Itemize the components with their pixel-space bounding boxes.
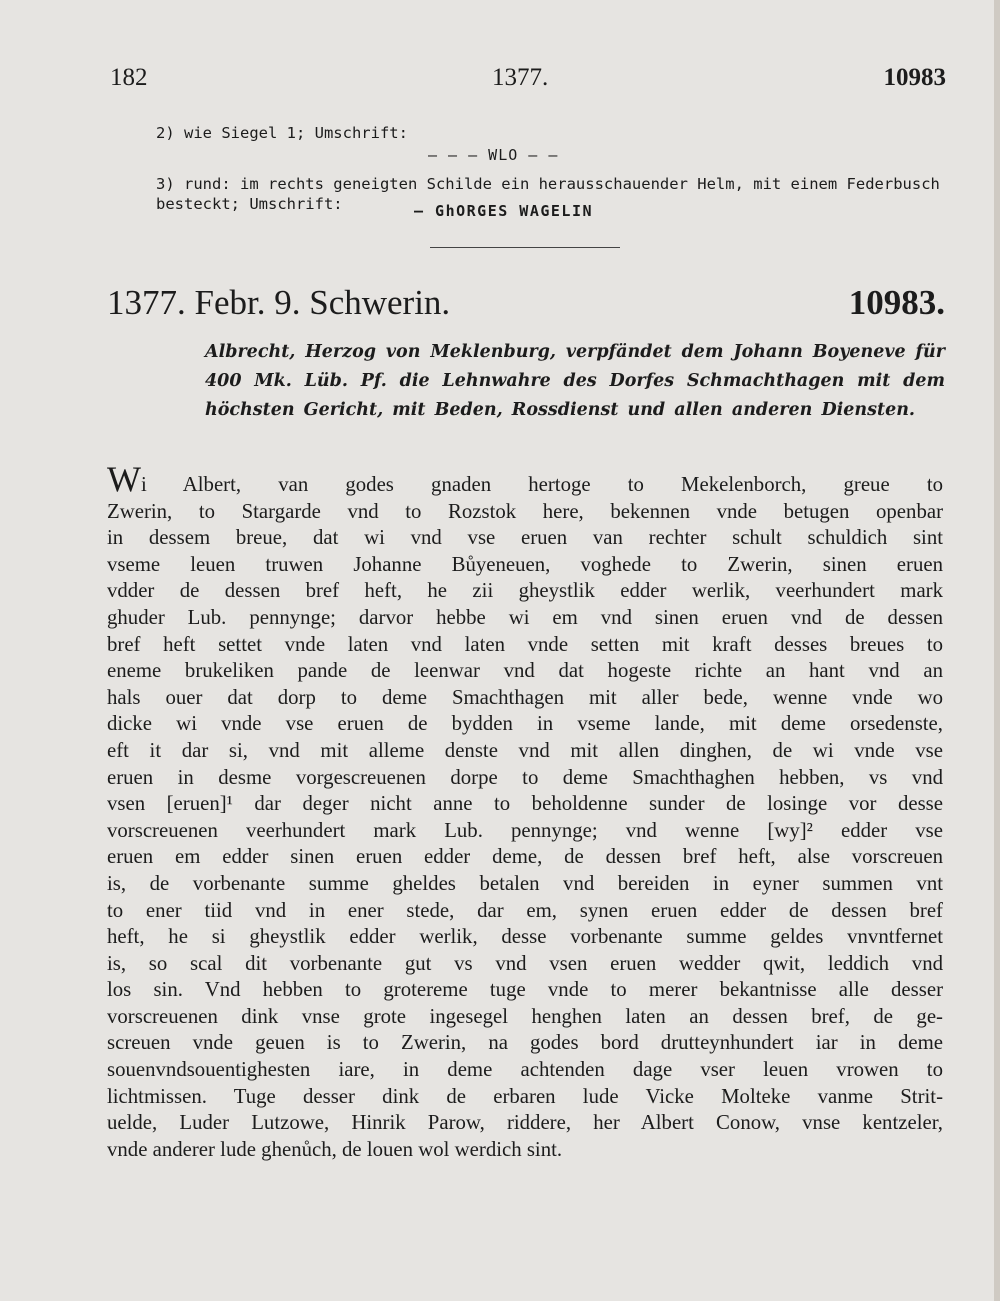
charter-line-text: souenvndsouentighesten iare, in deme achtenden dage vser leuen vrowen to bbox=[107, 1058, 943, 1082]
charter-line-text: screuen vnde geuen is to Zwerin, na godes bord drutteynhundert iar in deme bbox=[107, 1031, 943, 1055]
entry-number: 10983. bbox=[848, 283, 945, 322]
header-year: 1377. bbox=[492, 64, 549, 91]
charter-line-text: vsen [eruen]¹ dar deger nicht anne to beholdenne sunder de losinge vor desse bbox=[107, 792, 943, 816]
entry-summary: Albrecht, Herzog von Meklenburg, verpfändet dem Johann Boyeneve für 400 Mk. Lüb. Pf. die Lehnwahre des Dorfes Schmachthagen mit dem höchsten Gericht, mit Beden, Rossdienst und allen anderen Diensten. bbox=[205, 342, 945, 420]
charter-line bbox=[107, 578, 943, 605]
initial-letter: W bbox=[107, 459, 141, 499]
charter-line-text: eruen em edder sinen eruen edder deme, de dessen bref heft, alse vorscreuen bbox=[107, 845, 943, 869]
charter-line bbox=[107, 951, 943, 978]
seal-2-legend: — — — WLO — — bbox=[428, 146, 559, 164]
charter-line bbox=[107, 632, 943, 659]
charter-line bbox=[107, 1004, 943, 1031]
charter-line bbox=[107, 459, 943, 499]
charter-line bbox=[107, 711, 943, 738]
charter-line bbox=[107, 1110, 943, 1137]
charter-line-text: vseme leuen truwen Johanne Bůyeneuen, voghede to Zwerin, sinen eruen bbox=[107, 552, 943, 576]
charter-line bbox=[107, 738, 943, 765]
charter-line bbox=[107, 924, 943, 951]
seal-3-legend: — GhORGES WAGELIN bbox=[414, 202, 594, 220]
charter-line bbox=[107, 871, 943, 898]
charter-line bbox=[107, 844, 943, 871]
charter-line-text: i Albert, van godes gnaden hertoge to Mekelenborch, greue to bbox=[140, 473, 943, 496]
charter-line-text: vdder de dessen bref heft, he zii gheystlik edder werlik, veerhundert mark bbox=[107, 579, 943, 603]
charter-line bbox=[107, 658, 943, 685]
charter-line-text: heft, he si gheystlik edder werlik, desse vorbenante summe geldes vnvntfernet bbox=[107, 925, 943, 949]
seal-3-description: 3) rund: im rechts geneigten Schilde ein herausschauender Helm, mit einem Federbusch besteckt; Umschrift: bbox=[156, 175, 940, 213]
charter-line bbox=[107, 605, 943, 632]
charter-line bbox=[107, 685, 943, 712]
charter-line-text: ghuder Lub. pennynge; darvor hebbe wi em vnd sinen eruen vnd de dessen bbox=[107, 605, 943, 629]
charter-line bbox=[107, 1137, 943, 1164]
charter-line-text: vnde anderer lude ghenůch, de louen wol werdich sint. bbox=[107, 1137, 563, 1161]
page-number: 182 bbox=[110, 64, 148, 91]
entry-heading bbox=[107, 283, 945, 323]
page-edge bbox=[994, 0, 1000, 1301]
charter-line-text: is, so scal dit vorbenante gut vs vnd vsen eruen wedder qwit, leddich vnd bbox=[107, 951, 943, 975]
charter-line bbox=[107, 765, 943, 792]
charter-line-text: is, de vorbenante summe gheldes betalen vnd bereiden in eyner summen vnt bbox=[107, 871, 943, 895]
charter-line-text: eft it dar si, vnd mit alleme denste vnd mit allen dinghen, de wi vnde vse bbox=[107, 738, 943, 762]
entry-date-place: 1377. Febr. 9. Schwerin. bbox=[107, 283, 451, 322]
seal-2-description: 2) wie Siegel 1; Umschrift: bbox=[156, 124, 408, 142]
header-document-number: 10983 bbox=[883, 64, 946, 91]
charter-line-text: eneme brukeliken pande de leenwar vnd dat hogeste richte an hant vnd an bbox=[107, 659, 943, 683]
charter-line-text: lichtmissen. Tuge desser dink de erbaren lude Vicke Molteke vanme Strit- bbox=[107, 1084, 943, 1108]
charter-line-text: vorscreuenen veerhundert mark Lub. pennynge; vnd wenne [wy]² edder vse bbox=[107, 818, 943, 842]
charter-line bbox=[107, 977, 943, 1004]
charter-line bbox=[107, 525, 943, 552]
charter-line-text: vorscreuenen dink vnse grote ingesegel henghen laten an dessen bref, de ge- bbox=[107, 1004, 943, 1028]
running-header bbox=[110, 64, 946, 94]
charter-line-text: eruen in desme vorgescreuenen dorpe to deme Smachthaghen hebben, vs vnd bbox=[107, 765, 943, 789]
charter-line-text: uelde, Luder Lutzowe, Hinrik Parow, riddere, her Albert Conow, vnse kentzeler, bbox=[107, 1111, 943, 1135]
charter-line-text: bref heft settet vnde laten vnd laten vnde setten mit kraft desses breues to bbox=[107, 632, 943, 656]
charter-line-text: hals ouer dat dorp to deme Smachthagen mit aller bede, wenne vnde wo bbox=[107, 685, 943, 709]
charter-line bbox=[107, 898, 943, 925]
charter-line-text: dicke wi vnde vse eruen de bydden in vseme lande, mit deme orsedenste, bbox=[107, 712, 943, 736]
charter-line bbox=[107, 499, 943, 526]
charter-line bbox=[107, 818, 943, 845]
charter-line bbox=[107, 1084, 943, 1111]
charter-line-text: to ener tiid vnd in ener stede, dar em, synen eruen edder de dessen bref bbox=[107, 898, 943, 922]
charter-line bbox=[107, 791, 943, 818]
section-divider bbox=[430, 247, 620, 248]
charter-text bbox=[107, 459, 943, 1163]
charter-line bbox=[107, 1030, 943, 1057]
charter-line-text: Zwerin, to Stargarde vnd to Rozstok here, bekennen vnde betugen openbar bbox=[107, 499, 943, 523]
charter-line bbox=[107, 1057, 943, 1084]
charter-line-text: in dessem breue, dat wi vnd vse eruen van rechter schult schuldich sint bbox=[107, 526, 943, 550]
charter-line bbox=[107, 552, 943, 579]
charter-line-text: los sin. Vnd hebben to grotereme tuge vnde to merer bekantnisse alle desser bbox=[107, 978, 943, 1002]
